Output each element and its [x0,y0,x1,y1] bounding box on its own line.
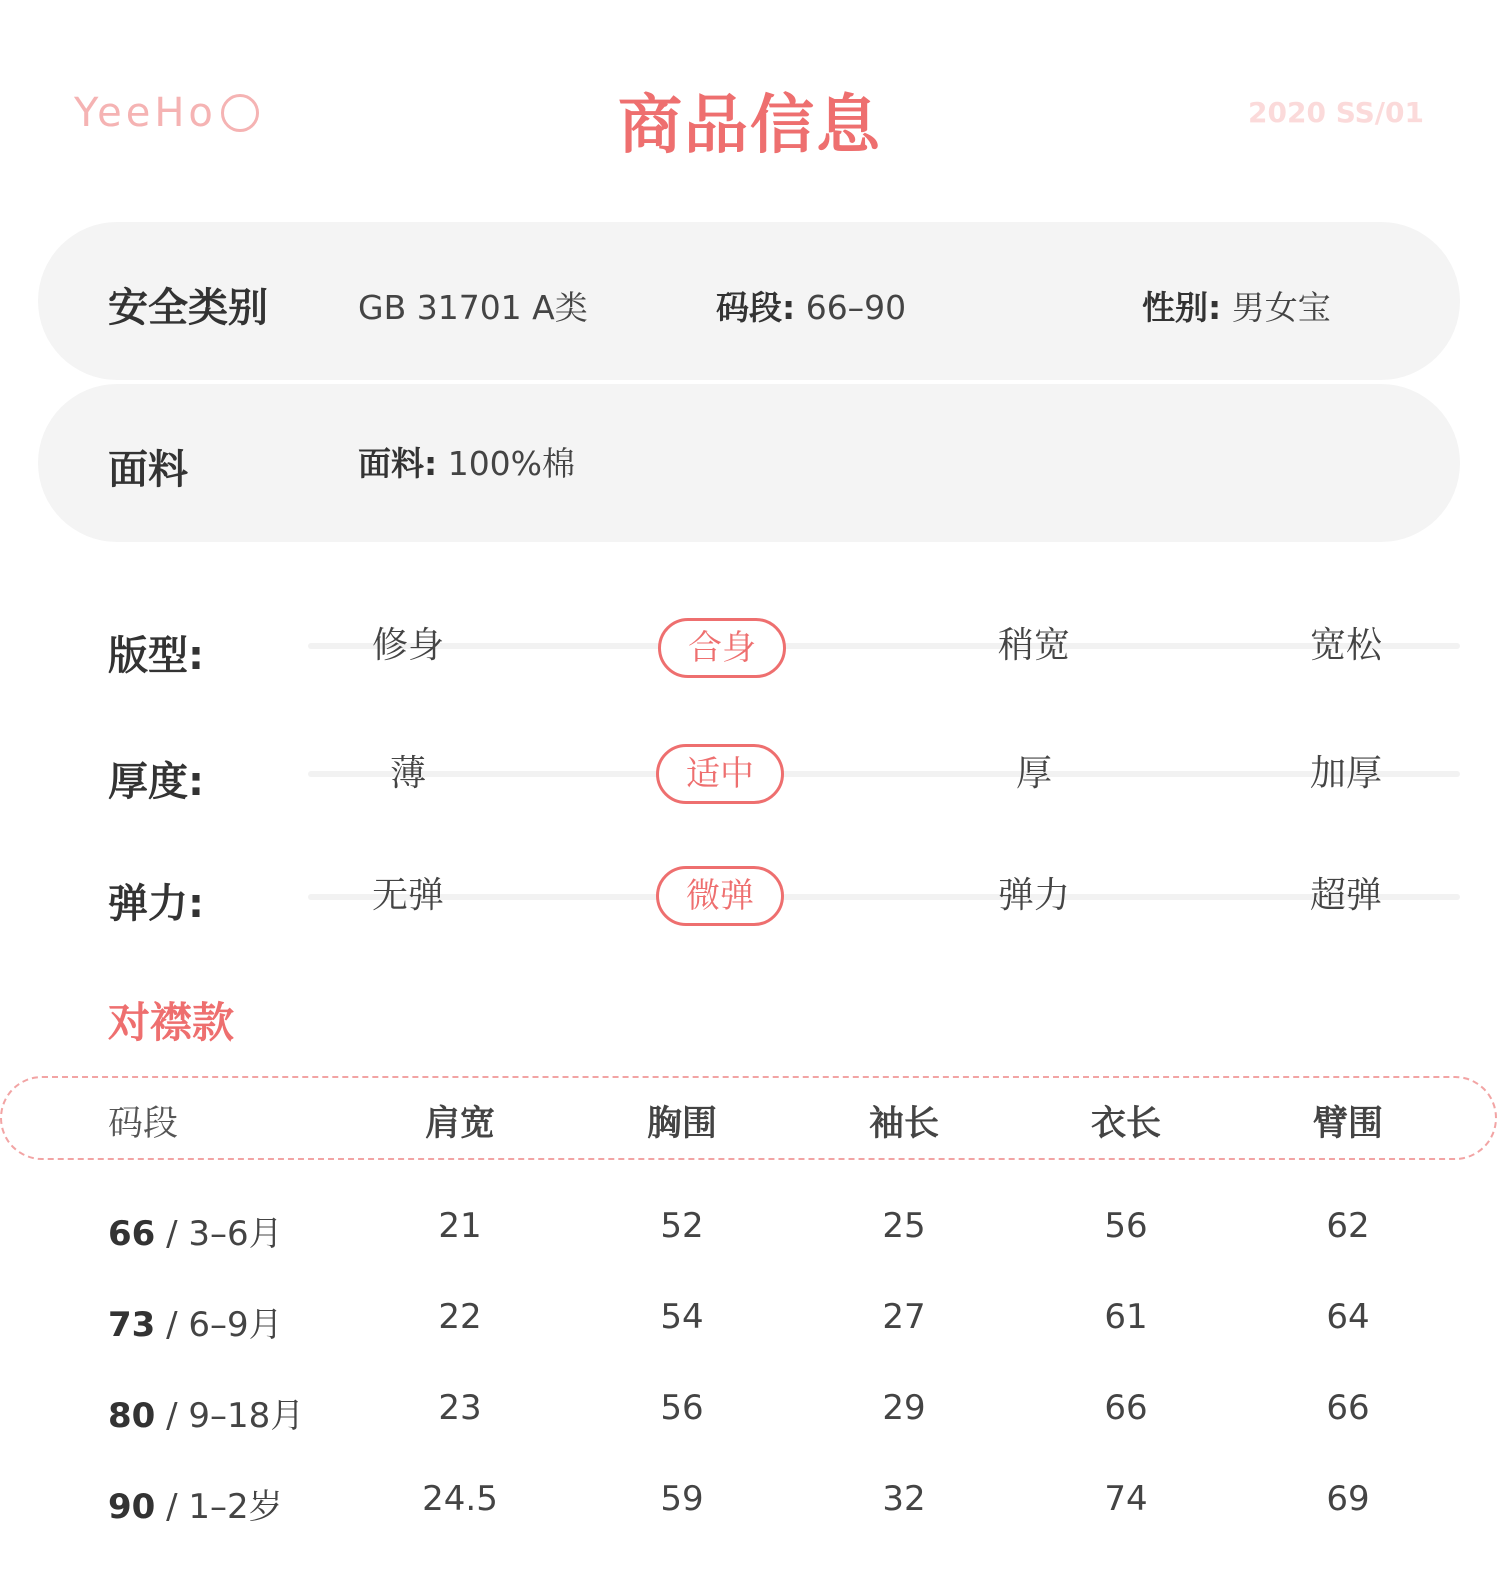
fabric-composition [358,438,575,485]
table-cell: 21 [438,1206,482,1246]
size-range-info [716,282,906,329]
table-cell: 56 [660,1388,704,1428]
fit-option-relaxed: 稍宽 [997,625,1070,666]
table-row-size [108,1297,283,1346]
table-cell: 32 [882,1479,926,1519]
table-cell: 64 [1326,1297,1370,1337]
table-row-size [108,1479,283,1528]
season-tag: 2020 SS/01 [1248,96,1424,129]
fit-option-regular-selected: 合身 [658,618,786,678]
table-cell: 61 [1104,1297,1148,1337]
header-shoulder-width: 肩宽 [424,1104,495,1144]
elasticity-option-super: 超弹 [1309,875,1382,916]
table-cell: 52 [660,1206,704,1246]
size-age: / 3–6月 [155,1214,283,1254]
brand-logo-text: YeeHo [74,90,217,136]
elasticity-label: 弹力: [108,881,204,927]
thickness-option-extra-thick: 加厚 [1309,753,1382,794]
table-cell: 54 [660,1297,704,1337]
table-cell: 66 [1104,1388,1148,1428]
thickness-option-thin: 薄 [389,753,426,794]
fabric-key: 面料: [358,444,438,483]
table-cell: 27 [882,1297,926,1337]
table-cell: 74 [1104,1479,1148,1519]
elasticity-option-none: 无弹 [371,875,444,916]
size-code: 73 [108,1305,156,1345]
fabric-label: 面料 [108,447,188,493]
size-range-value: 66–90 [795,288,907,327]
size-code: 90 [108,1487,156,1527]
header-chest: 胸围 [646,1104,717,1144]
table-cell: 29 [882,1388,926,1428]
page-title: 商品信息 [618,89,882,163]
table-cell: 56 [1104,1206,1148,1246]
table-cell: 62 [1326,1206,1370,1246]
thickness-option-thick: 厚 [1015,753,1052,794]
table-cell: 69 [1326,1479,1370,1519]
size-code: 66 [108,1214,156,1254]
fit-option-loose: 宽松 [1309,625,1382,666]
safety-category-label: 安全类别 [108,285,268,331]
gender-info [1142,282,1331,329]
fit-label: 版型: [108,633,204,679]
table-cell: 66 [1326,1388,1370,1428]
size-age: / 1–2岁 [155,1487,283,1527]
gender-value: 男女宝 [1221,288,1331,327]
gender-label: 性别: [1142,288,1222,327]
elasticity-option-stretch: 弹力 [997,875,1070,916]
size-age: / 9–18月 [155,1396,305,1436]
table-cell: 23 [438,1388,482,1428]
table-row-size [108,1206,283,1255]
table-row-size [108,1388,304,1437]
header-arm-circumference: 臂围 [1312,1104,1383,1144]
table-cell: 25 [882,1206,926,1246]
table-cell: 24.5 [422,1479,498,1519]
header-sleeve-length: 袖长 [868,1104,939,1144]
elasticity-option-slight-selected: 微弹 [656,866,784,926]
fit-option-slim: 修身 [371,625,444,666]
fabric-value: 100%棉 [437,444,576,483]
header-size: 码段 [108,1104,179,1144]
fabric-info-panel [38,384,1460,542]
style-section-title: 对襟款 [108,998,235,1047]
table-cell: 59 [660,1479,704,1519]
thickness-option-medium-selected: 适中 [656,744,784,804]
thickness-label: 厚度: [108,759,204,805]
size-age: / 6–9月 [155,1305,283,1345]
size-code: 80 [108,1396,156,1436]
safety-standard-value: GB 31701 A类 [358,288,588,327]
table-cell: 22 [438,1297,482,1337]
size-range-label: 码段: [716,288,796,327]
header-body-length: 衣长 [1090,1104,1161,1144]
